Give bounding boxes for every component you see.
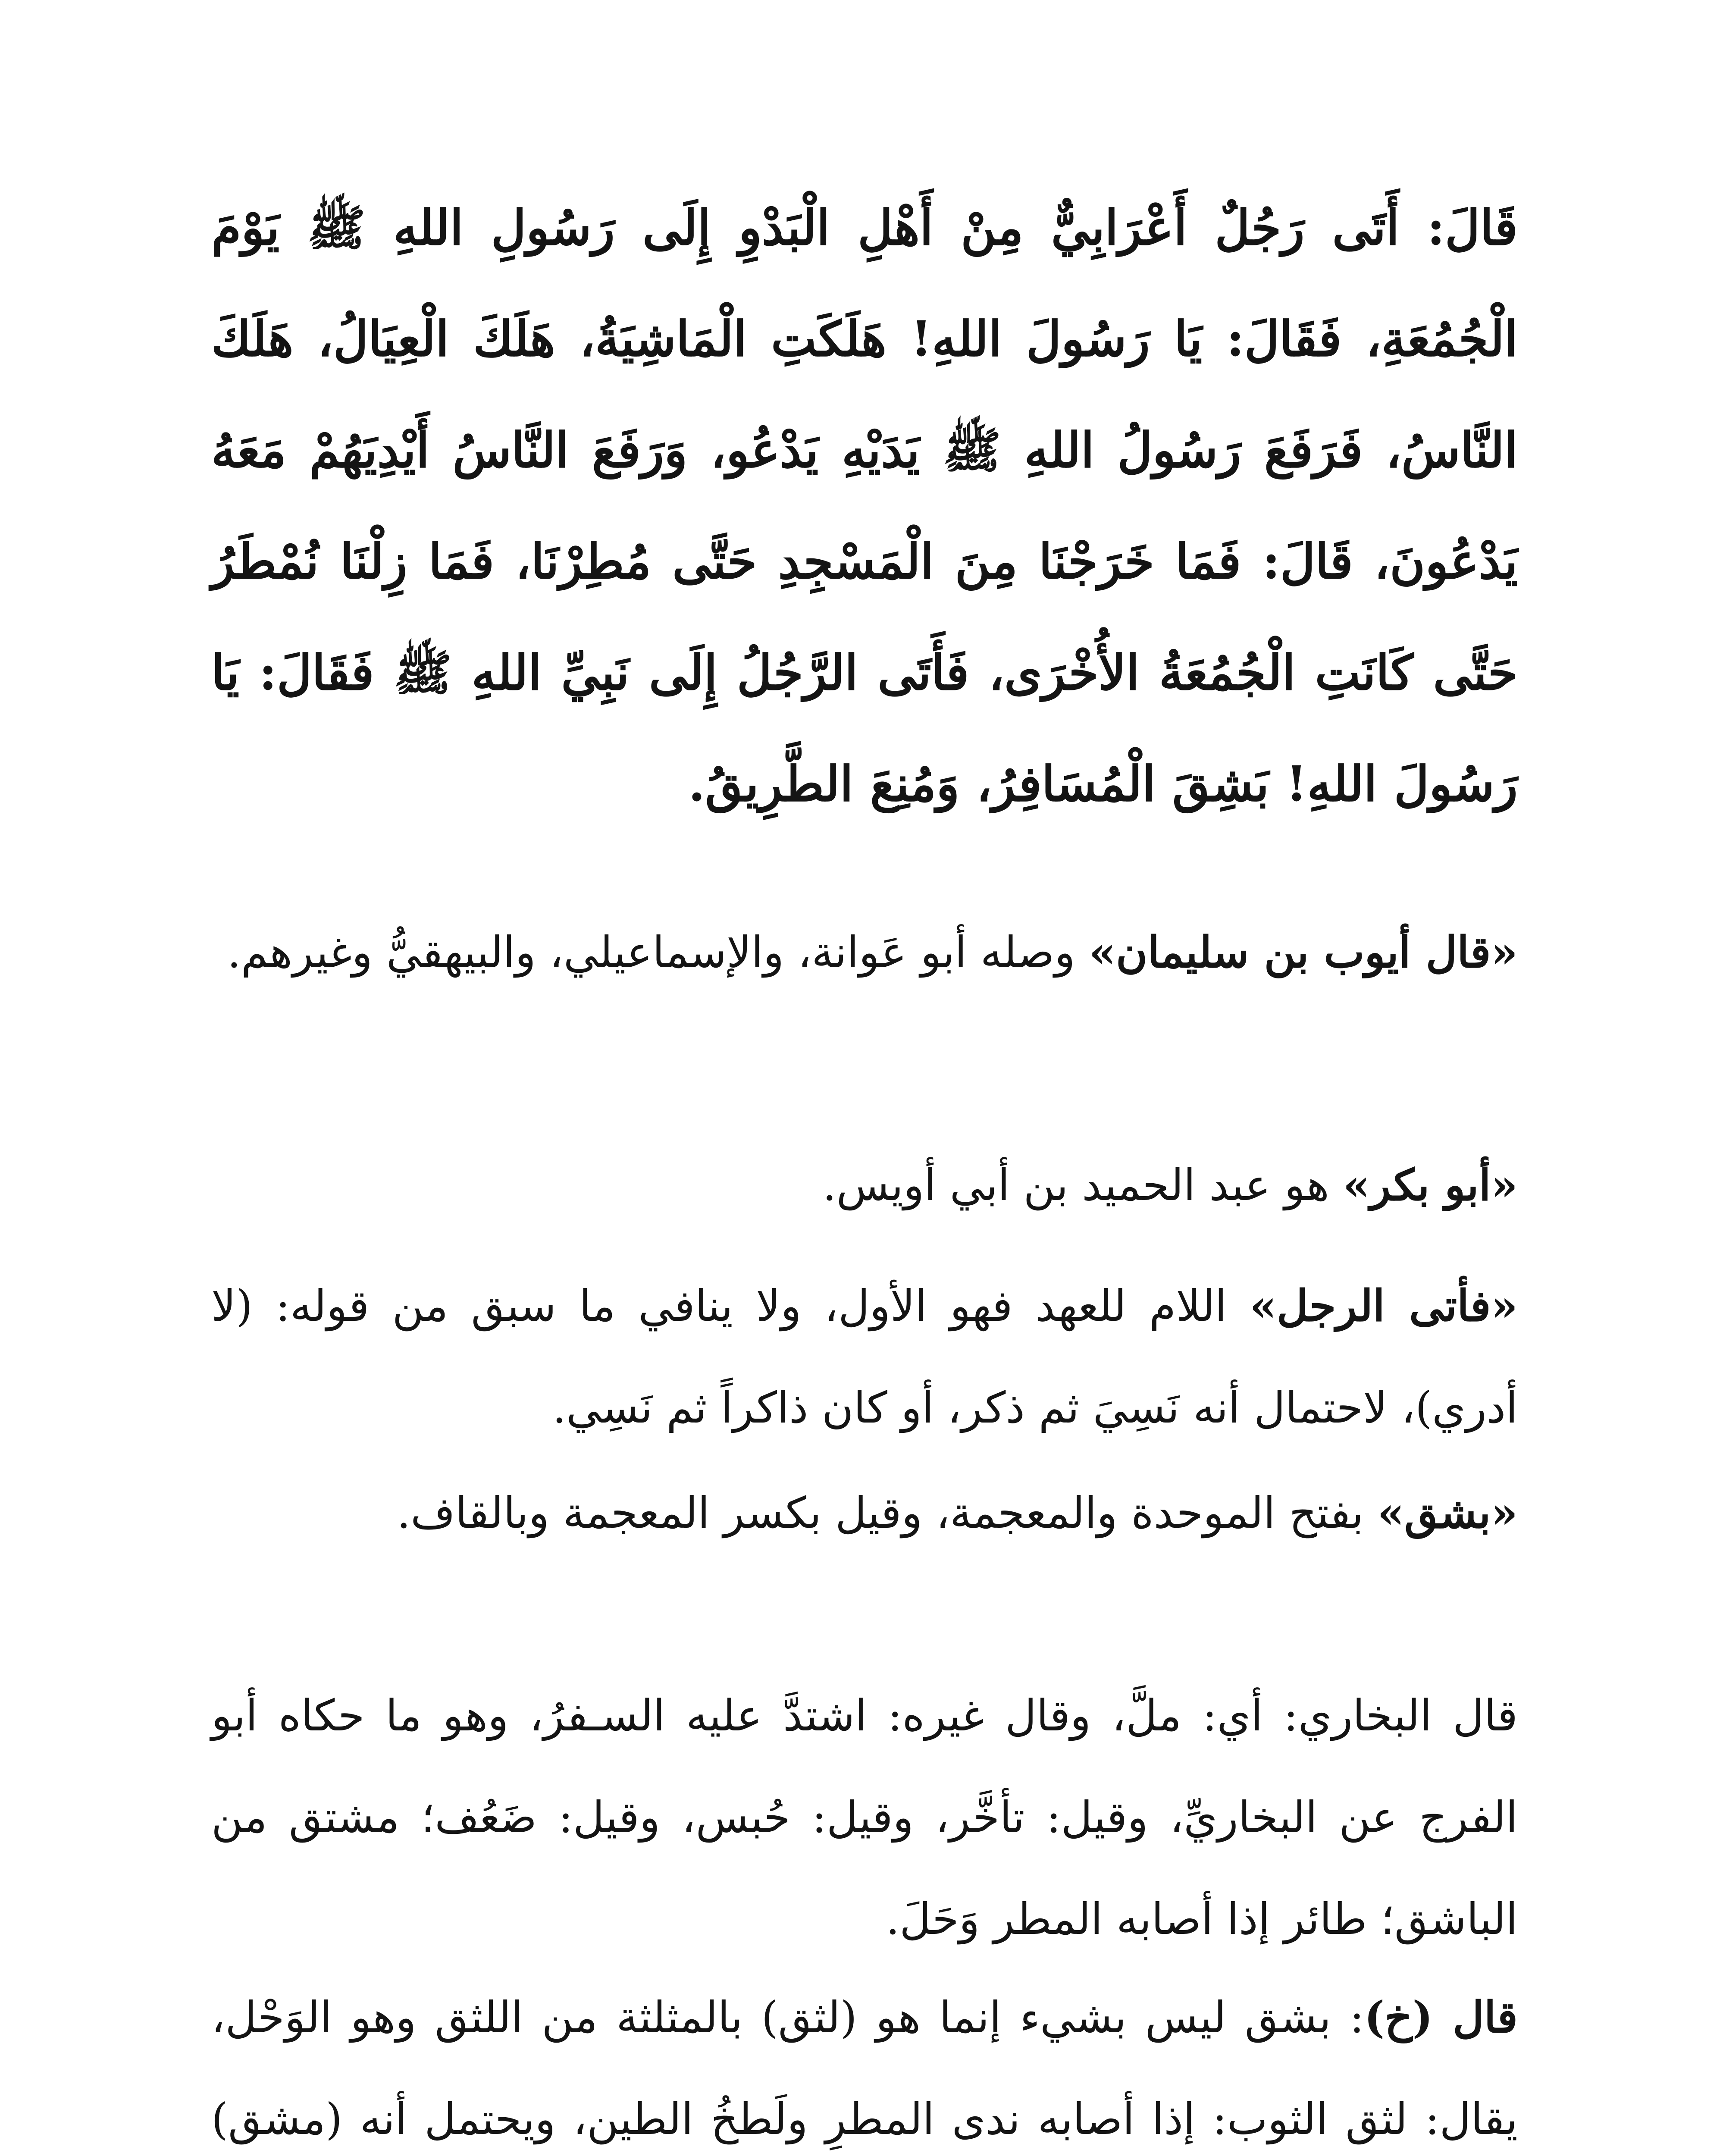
commentary-lemma: قال (خ) (1364, 1992, 1518, 2043)
commentary-paragraph-1 (211, 901, 1518, 1003)
commentary-paragraph-3 (211, 1255, 1518, 1459)
commentary-lemma: «أبو بكر» (1343, 1159, 1518, 1210)
commentary-text: اللام للعهد فهو الأول، ولا ينافي ما سبق من قوله: (لا أدري)، لاحتمال أنه نَسِيَ ثم ذكر، أو كان ذاكراً ثم نَسِي. (211, 1281, 1518, 1433)
commentary-text: هو عبد الحميد بن أبي أويس. (822, 1160, 1343, 1210)
commentary-text: بفتح الموحدة والمعجمة، وقيل بكسر المعجمة وبالقاف. (397, 1488, 1378, 1538)
commentary-paragraph-6 (211, 1966, 1518, 2156)
commentary-paragraph-5 (211, 1664, 1518, 1970)
commentary-lemma: «بشق» (1377, 1487, 1518, 1538)
commentary-lemma: «فأتى الرجل» (1250, 1280, 1518, 1331)
hadith-text-block (211, 172, 1518, 840)
hadith-paragraph: قَالَ: أَتَى رَجُلٌ أَعْرَابِيٌّ مِنْ أَهْلِ الْبَدْوِ إِلَى رَسُولِ اللهِ ﷺ يَوْمَ الْجُمُعَةِ، فَقَالَ: يَا رَسُولَ اللهِ! هَلَكَتِ الْمَاشِيَةُ، هَلَكَ الْعِيَالُ، هَلَكَ النَّاسُ، فَرَفَعَ رَسُولُ اللهِ ﷺ يَدَيْهِ يَدْعُو، وَرَفَعَ النَّاسُ أَيْدِيَهُمْ مَعَهُ يَدْعُونَ، قَالَ: فَمَا خَرَجْنَا مِنَ الْمَسْجِدِ حَتَّى مُطِرْنَا، فَمَا زِلْنَا نُمْطَرُ حَتَّى كَانَتِ الْجُمُعَةُ الأُخْرَى، فَأَتَى الرَّجُلُ إِلَى نَبِيِّ اللهِ ﷺ فَقَالَ: يَا رَسُولَ اللهِ! بَشِقَ الْمُسَافِرُ، وَمُنِعَ الطَّرِيقُ. (211, 200, 1518, 812)
commentary-text: قال البخاري: أي: ملَّ، وقال غيره: اشتدَّ عليه السـفرُ، وهو ما حكاه أبو الفرج عن البخاريِّ، وقيل: تأخَّر، وقيل: حُبس، وقيل: ضَعُف؛ مشتق من الباشق؛ طائر إذا أصابه المطر وَحَلَ. (211, 1690, 1518, 1944)
commentary-text: وصله أبو عَوانة، والإسماعيلي، والبيهقيُّ وغيرهم. (227, 927, 1089, 978)
commentary-paragraph-4 (211, 1462, 1518, 1564)
commentary-paragraph-2 (211, 1134, 1518, 1236)
commentary-lemma: «قال أيوب بن سليمان» (1089, 927, 1518, 978)
commentary-text: : بشق ليس بشيء إنما هو (لثق) بالمثلثة من اللثق وهو الوَحْل، يقال: لثق الثوب: إذا أصابه ندى المطرِ ولَطخُ الطين، ويحتمل أنه (مشق) (211, 1992, 1518, 2144)
